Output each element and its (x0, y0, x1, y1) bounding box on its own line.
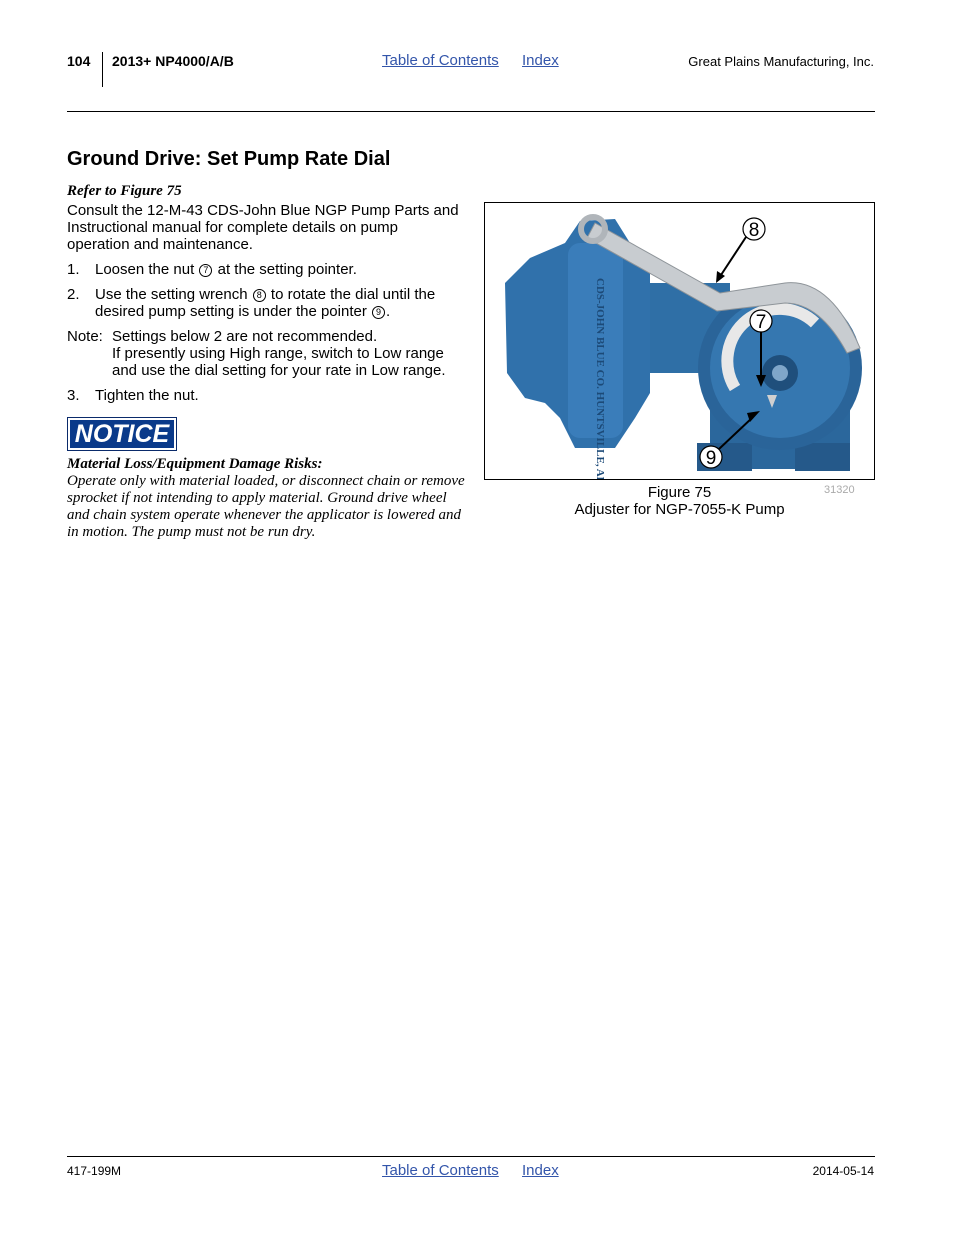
step-text: Tighten the nut. (95, 387, 199, 404)
callout-ref-7: 7 (199, 264, 212, 277)
figure-label: Figure 75 (647, 484, 712, 501)
callout-7-label: 7 (755, 312, 767, 333)
step-text: Loosen the nut (95, 261, 195, 278)
figure-75-frame (484, 202, 875, 480)
doc-number: 417-199M (67, 1164, 122, 1178)
index-link-header[interactable]: Index (522, 52, 559, 69)
page-number: 104 (67, 53, 91, 69)
mount-foot-right (795, 443, 850, 471)
hub-center (772, 365, 788, 381)
note-line-1: Settings below 2 are not recommended. (112, 328, 378, 345)
callout-9-label: 9 (705, 448, 717, 469)
intro-paragraph: Consult the 12-M-43 CDS-John Blue NGP Pump Parts and Instructional manual for complete details on pump operation and maintenance. (67, 202, 459, 253)
step-3 (67, 387, 462, 405)
toc-link-footer[interactable]: Table of Contents (382, 1162, 499, 1179)
step-text: at the setting pointer. (217, 261, 357, 278)
step-2 (67, 286, 462, 322)
notice-badge-text: NOTICE (70, 420, 174, 448)
header-rule (67, 111, 875, 112)
step-text: Use the setting wrench (95, 286, 248, 303)
doc-date: 2014-05-14 (812, 1164, 874, 1178)
section-title: Ground Drive: Set Pump Rate Dial (67, 148, 391, 170)
step-number: 3. (67, 387, 80, 404)
notice-body: Operate only with material loaded, or disconnect chain or remove sprocket if not intending to apply material. Ground drive wheel and chain system operate whenever the applicator is lowered and in motion. The pump must not be run dry. (67, 473, 465, 540)
figure-caption (484, 484, 875, 518)
note-line-2: If presently using High range, switch to Low range and use the dial setting for your rate in Low range. (112, 345, 446, 379)
pump-illustration (485, 203, 874, 479)
image-number: 31320 (824, 484, 855, 496)
note-label: Note: (67, 328, 103, 345)
footer-rule (67, 1156, 875, 1157)
step-1 (67, 261, 462, 279)
notice-badge (67, 417, 177, 451)
step-text: . (386, 303, 391, 320)
model-title: 2013+ NP4000/A/B (112, 53, 234, 69)
figure-title: Adjuster for NGP-7055-K Pump (574, 501, 785, 518)
callout-8-label: 8 (748, 220, 760, 241)
callout-8-arrowhead (716, 271, 725, 283)
note-text (112, 328, 467, 379)
step-number: 2. (67, 286, 80, 303)
refer-figure: Refer to Figure 75 (67, 183, 182, 199)
index-link-footer[interactable]: Index (522, 1162, 559, 1179)
step-text: to rotate the dial until the desired pump setting is under the pointer (95, 286, 436, 320)
pump-casting-text: CDS-JOHN BLUE CO. HUNTSVILLE, AL (594, 278, 606, 479)
callout-ref-9: 9 (372, 306, 385, 319)
callout-8-arrow (721, 237, 746, 275)
company-name: Great Plains Manufacturing, Inc. (688, 54, 874, 69)
notice-title: Material Loss/Equipment Damage Risks: (67, 456, 323, 472)
header-divider (102, 52, 103, 87)
step-number: 1. (67, 261, 80, 278)
toc-link-header[interactable]: Table of Contents (382, 52, 499, 69)
callout-ref-8: 8 (253, 289, 266, 302)
